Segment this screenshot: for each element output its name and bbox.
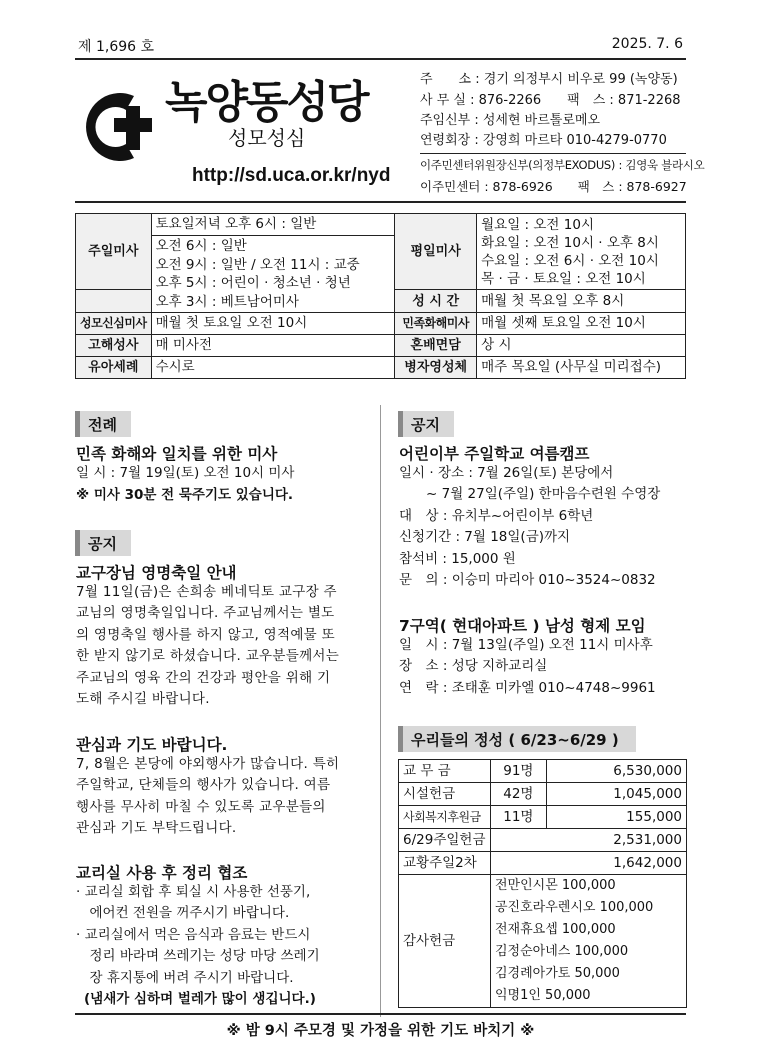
- body-line: 관심과 기도 부탁드립니다.: [76, 820, 237, 837]
- bishop-feast-body: [76, 582, 339, 710]
- notice-tag-left: 공지: [75, 530, 131, 556]
- offering-label: 6/29주일헌금: [399, 829, 491, 852]
- footer-prayer-note: ※ 밤 9시 주모경 및 가정을 위한 기도 바치기 ※: [226, 1023, 535, 1039]
- body-line: · 교리실 회합 후 퇴실 시 사용한 선풍기,: [76, 884, 311, 900]
- info-funeral: 연령회장 : 강영희 마르타 010-4279-0770: [420, 133, 667, 148]
- classroom-warning: (냄새가 심하며 벌레가 많이 생깁니다.): [84, 991, 316, 1008]
- summer-camp-body: [399, 463, 660, 591]
- table-row: [399, 783, 687, 806]
- confession-time: 매 미사전: [151, 335, 395, 357]
- sunday-label-cont: [76, 290, 152, 313]
- sunday-line: 오전 9시 : 일반 / 오전 11시 : 교중: [155, 256, 360, 273]
- list-item: 익명1인 50,000: [494, 988, 591, 1003]
- holy-hour-label: 성 시 간: [395, 290, 477, 313]
- infant-baptism-time: 수시로: [151, 357, 395, 379]
- sunday-mass-label: 주일미사: [76, 214, 152, 290]
- body-line: 에어컨 전원을 꺼주시기 바랍니다.: [76, 905, 290, 922]
- sick-communion-time: 매주 목요일 (사무실 미리접수): [477, 357, 686, 379]
- district-meeting-body: [399, 635, 656, 699]
- info-address: 주 소 : 경기 의정부시 비우로 99 (녹양동): [420, 72, 678, 87]
- parish-url-link[interactable]: http://sd.uca.or.kr/nyd: [192, 165, 391, 186]
- info-migrant-center: 이주민센터 : 878-6926 팩 스 : 878-6927: [420, 179, 687, 194]
- info-divider: [420, 153, 686, 154]
- body-line: 대 상 : 유치부~어린이부 6학년: [399, 507, 594, 524]
- body-line: 도해 주시길 바랍니다.: [76, 691, 210, 708]
- prayer-request-body: [76, 754, 339, 840]
- weekday-mass-label: 평일미사: [395, 214, 477, 290]
- offering-amount: 2,531,000: [490, 829, 686, 852]
- weekday-line: 목 · 금 · 토요일 : 오전 10시: [481, 270, 646, 287]
- summer-camp-title: 어린이부 주일학교 여름캠프: [399, 445, 590, 463]
- body-line: 신청기간 : 7월 18일(금)까지: [399, 529, 571, 546]
- prayer-request-title: 관심과 기도 바랍니다.: [76, 736, 228, 754]
- list-item: 전재휴요셉 100,000: [494, 922, 616, 937]
- body-line: 한 받지 않기로 하셨습니다. 교우분들께서는: [76, 648, 340, 665]
- body-line: 장 휴지통에 버려 주시기 바랍니다.: [76, 969, 294, 986]
- info-migrant-chair: 이주민센터위원장신부(의정부EXODUS) : 김영욱 블라시오: [420, 158, 705, 172]
- issue-date: 2025. 7. 6: [611, 36, 683, 52]
- list-item: 전만인시몬 100,000: [494, 878, 616, 893]
- body-line: 연 락 : 조태훈 미카엘 010~4748~9961: [399, 679, 656, 696]
- classroom-body: [76, 882, 320, 1010]
- weekday-line: 월요일 : 오전 10시: [481, 216, 594, 233]
- offering-label: 교 무 금: [399, 760, 491, 783]
- body-line: 7, 8월은 본당에 야외행사가 많습니다. 특히: [76, 756, 340, 772]
- offering-amount: 6,530,000: [546, 760, 686, 783]
- thanks-donor-list: [490, 875, 686, 1008]
- reconciliation-time: 매월 셋째 토요일 오전 10시: [477, 313, 686, 335]
- sacred-heart-time: 매월 첫 토요일 오전 10시: [151, 313, 395, 335]
- confession-label: 고해성사: [76, 335, 152, 357]
- offering-count: 42명: [490, 783, 546, 806]
- body-line: 장 소 : 성당 지하교리실: [399, 658, 548, 675]
- holy-hour-time: 매월 첫 목요일 오후 8시: [477, 290, 686, 313]
- body-line: ~ 7월 27일(주일) 한마음수련원 수영장: [399, 486, 661, 503]
- body-line: 의 영명축일 행사를 하지 않고, 영적예물 또: [76, 626, 335, 643]
- marriage-label: 혼배면담: [395, 335, 477, 357]
- offering-count: 91명: [490, 760, 546, 783]
- sunday-line: 오후 3시 : 베트남어미사: [155, 293, 299, 310]
- infant-baptism-label: 유아세례: [76, 357, 152, 379]
- table-row: [399, 760, 687, 783]
- issue-number: 제 1,696 호: [78, 39, 155, 55]
- notice-tag-right: 공지: [398, 411, 454, 437]
- weekday-mass-times: [477, 214, 686, 290]
- body-line: 일 시 : 7월 13일(주일) 오전 11시 미사후: [399, 637, 653, 653]
- list-item: 김경례아가토 50,000: [494, 966, 620, 981]
- parish-subtitle: 성모성심: [228, 126, 306, 150]
- sunday-line: 오후 5시 : 어린이 · 청소년 · 청년: [155, 275, 351, 291]
- sunday-line: 오전 6시 : 일반: [155, 238, 247, 254]
- liturgy-line: 일 시 : 7월 19일(토) 오전 10시 미사: [76, 465, 295, 481]
- parish-logo-icon: [82, 84, 166, 172]
- offering-amount: 1,045,000: [546, 783, 686, 806]
- weekday-line: 화요일 : 오전 10시 · 오후 8시: [481, 234, 659, 251]
- header-top-rule: [75, 58, 686, 60]
- weekday-line: 수요일 : 오전 6시 · 오전 10시: [481, 252, 659, 269]
- body-line: 행사를 무사히 마칠 수 있도록 교우분들의: [76, 798, 326, 815]
- body-line: 주일학교, 단체들의 행사가 있습니다. 여름: [76, 777, 331, 794]
- offering-amount: 155,000: [546, 806, 686, 829]
- offering-label: 시설헌금: [399, 783, 491, 806]
- list-item: 김정순아네스 100,000: [494, 944, 629, 959]
- list-item: 공진호라우렌시오 100,000: [494, 900, 654, 915]
- district-meeting-title: 7구역( 현대아파트 ) 남성 형제 모임: [399, 617, 646, 635]
- classroom-title: 교리실 사용 후 정리 협조: [76, 864, 248, 882]
- offering-label: 사회복지후원금: [399, 806, 491, 829]
- mass-schedule-table: [75, 213, 686, 379]
- body-line: 정리 바라며 쓰레기는 성당 마당 쓰레기: [76, 948, 320, 965]
- body-line: 참석비 : 15,000 원: [399, 550, 516, 567]
- sunday-saturday-evening: 토요일저녁 오후 6시 : 일반: [151, 214, 395, 236]
- table-row: [399, 852, 687, 875]
- offering-tag: 우리들의 정성 ( 6/23~6/29 ): [398, 726, 636, 752]
- offering-label: 교황주일2차: [399, 852, 491, 875]
- header-bottom-rule: [75, 201, 686, 203]
- info-pastor: 주임신부 : 성세현 바르톨로메오: [420, 113, 601, 128]
- marriage-time: 상 시: [477, 335, 686, 357]
- sacred-heart-label: 성모신심미사: [76, 313, 152, 335]
- offering-count: 11명: [490, 806, 546, 829]
- liturgy-title: 민족 화해와 일치를 위한 미사: [76, 445, 278, 463]
- body-line: · 교리실에서 먹은 음식과 음료는 반드시: [76, 926, 311, 943]
- table-row: [399, 829, 687, 852]
- body-line: 교님의 영명축일입니다. 주교님께서는 별도: [76, 605, 335, 622]
- column-divider: [380, 405, 381, 1017]
- body-line: 7월 11일(금)은 손희송 베네딕토 교구장 주: [76, 584, 337, 600]
- body-line: 문 의 : 이승미 마리아 010~3524~0832: [399, 572, 656, 589]
- info-office: 사 무 실 : 876-2266 팩 스 : 871-2268: [420, 93, 681, 108]
- bishop-feast-title: 교구장님 영명축일 안내: [76, 564, 237, 582]
- footer-rule: [75, 1013, 686, 1015]
- body-line: 주교님의 영육 간의 건강과 평안을 위해 기: [76, 669, 331, 686]
- offering-table: [398, 759, 687, 1008]
- offering-amount: 1,642,000: [490, 852, 686, 875]
- sick-communion-label: 병자영성체: [395, 357, 477, 379]
- thanks-offering-label: 감사헌금: [399, 875, 491, 1008]
- liturgy-note: ※ 미사 30분 전 묵주기도 있습니다.: [76, 487, 294, 503]
- liturgy-tag: 전례: [75, 411, 131, 437]
- table-row: [399, 806, 687, 829]
- parish-name: 녹양동성당: [165, 77, 368, 128]
- table-row: [399, 875, 687, 1008]
- reconciliation-label: 민족화해미사: [395, 313, 477, 335]
- sunday-mass-times: [151, 236, 395, 313]
- body-line: 일시 · 장소 : 7월 26일(토) 본당에서: [399, 465, 614, 481]
